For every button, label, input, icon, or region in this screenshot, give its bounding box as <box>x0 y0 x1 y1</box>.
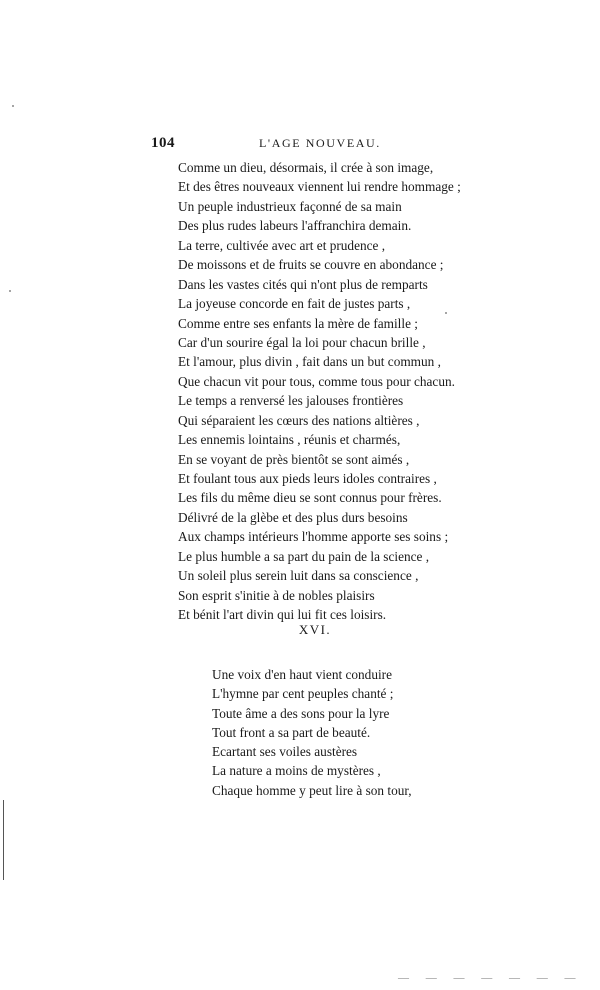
verse-line: Les ennemis lointains , réunis et charmés, <box>178 432 401 448</box>
verse-line: De moissons et de fruits se couvre en abondance ; <box>178 257 444 273</box>
verse-line: Aux champs intérieurs l'homme apporte ses soins ; <box>178 529 449 545</box>
verse-line: Car d'un sourire égal la loi pour chacun brille , <box>178 334 426 350</box>
stanza-2 <box>212 665 412 800</box>
verse-line: Une voix d'en haut vient conduire <box>212 667 393 682</box>
page-number: 104 <box>151 135 175 151</box>
verse-line: Des plus rudes labeurs l'affranchira demain. <box>178 218 412 234</box>
verse-line: Le plus humble a sa part du pain de la science , <box>178 548 430 564</box>
verse-line: Tout front a sa part de beauté. <box>212 724 371 740</box>
verse-line: Les fils du même dieu se sont connus pour frères. <box>178 490 442 506</box>
verse-line: Chaque homme y peut lire à son tour, <box>212 782 412 798</box>
footer-marks: — — — — — — — <box>398 972 583 984</box>
verse-line: Ecartant ses voiles austères <box>212 744 358 760</box>
verse-line: Délivré de la glèbe et des plus durs besoins <box>178 509 408 525</box>
verse-line: Que chacun vit pour tous, comme tous pour chacun. <box>178 373 455 389</box>
verse-line: Un soleil plus serein luit dans sa conscience , <box>178 568 419 584</box>
ink-speck <box>9 290 11 292</box>
verse-line: Le temps a renversé les jalouses frontières <box>178 393 404 409</box>
verse-line: Comme entre ses enfants la mère de famille ; <box>178 315 418 331</box>
verse-line: Et foulant tous aux pieds leurs idoles contraires , <box>178 471 437 486</box>
verse-line: En se voyant de près bientôt se sont aimés , <box>178 451 410 467</box>
verse-line: Son esprit s'initie à de nobles plaisirs <box>178 587 375 603</box>
verse-line: La terre, cultivée avec art et prudence , <box>178 237 386 253</box>
section-numeral: XVI. <box>298 622 332 637</box>
verse-line: La joyeuse concorde en fait de justes parts , <box>178 296 411 312</box>
ink-speck <box>445 312 447 314</box>
running-head: L'AGE NOUVEAU. <box>259 136 381 150</box>
ink-speck <box>12 105 14 107</box>
verse-line: L'hymne par cent peuples chanté ; <box>212 686 394 702</box>
verse-line: Et des êtres nouveaux viennent lui rendre hommage ; <box>178 179 461 195</box>
verse-line: Comme un dieu, désormais, il crée à son image, <box>178 160 434 175</box>
verse-line: La nature a moins de mystères , <box>212 763 381 779</box>
page-edge-rule <box>3 800 4 880</box>
verse-line: Et l'amour, plus divin , fait dans un but commun , <box>178 354 441 370</box>
verse-line: Et bénit l'art divin qui lui fit ces loisirs. <box>178 607 387 623</box>
stanza-1 <box>178 158 508 625</box>
verse-line: Dans les vastes cités qui n'ont plus de remparts <box>178 276 428 292</box>
verse-line: Qui séparaient les cœurs des nations altières , <box>178 412 420 428</box>
verse-line: Toute âme a des sons pour la lyre <box>212 705 390 721</box>
verse-line: Un peuple industrieux façonné de sa main <box>178 198 402 214</box>
